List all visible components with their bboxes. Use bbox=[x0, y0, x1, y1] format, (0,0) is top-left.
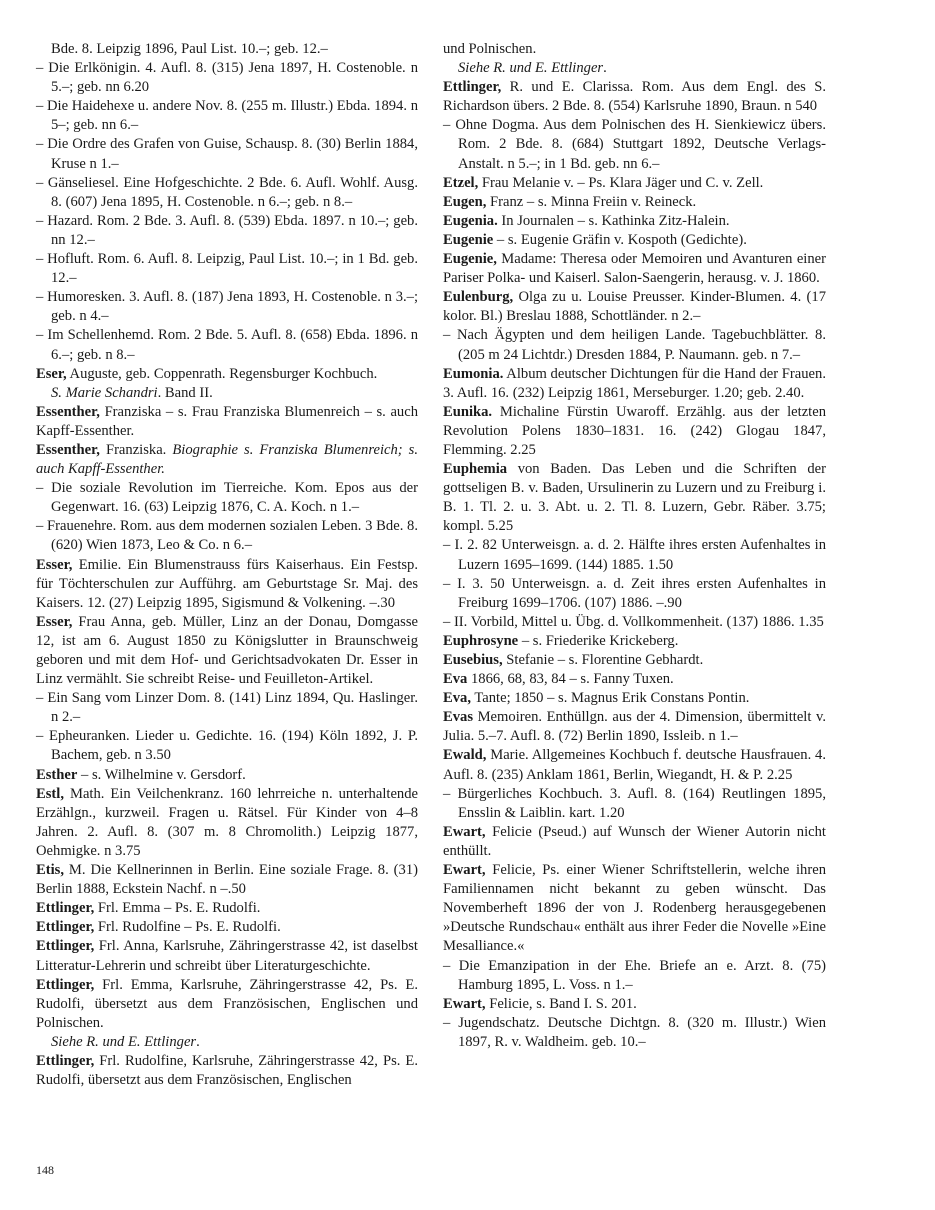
entry-text: – Frauenehre. Rom. aus dem modernen sozialen Leben. 3 Bde. 8. (620) Wien 1873, Leo & Co. n 6.– bbox=[36, 518, 418, 554]
entry-italic-text: Biographie s. Franziska Blumenreich; s. auch Kapff-Essenther. bbox=[36, 441, 418, 478]
entry-text: – Humoresken. 3. Aufl. 8. (187) Jena 1893, H. Costenoble. n 3.–; geb. n 4.– bbox=[36, 289, 418, 325]
entry-headword: Eugenie, bbox=[443, 251, 497, 268]
entry-headword: Eser, bbox=[36, 365, 67, 382]
entry-text: – Die Haidehexe u. andere Nov. 8. (255 m. Illustr.) Ebda. 1894. n 5–; geb. nn 6.– bbox=[36, 98, 418, 134]
entry-headword: Ettlinger, bbox=[36, 1052, 95, 1069]
entry-text: Frl. Rudolfine, Karlsruhe, Zähringerstrasse 42, Ps. E. Rudolfi, übersetzt aus dem Französischen, Englischen bbox=[36, 1052, 418, 1089]
continued-entry bbox=[36, 40, 418, 59]
sub-entry bbox=[443, 326, 826, 364]
entry-headword: Ewald, bbox=[443, 747, 487, 764]
entry-headword: Eusebius, bbox=[443, 652, 503, 668]
entry-headword: Eulenburg, bbox=[443, 289, 514, 306]
entry-text: Album deutscher Dichtungen für die Hand der Frauen. 3. Aufl. 16. (232) Leipzig 1861, Merseburger. 1.20; geb. 2.40. bbox=[443, 365, 826, 401]
entry-headword: Etis, bbox=[36, 862, 64, 879]
entry-text: – s. Friederike Krickeberg. bbox=[518, 632, 679, 649]
entry-text: – Jugendschatz. Deutsche Dichtgn. 8. (320 m. Illustr.) Wien 1897, R. v. Waldheim. geb. 10.– bbox=[443, 1014, 826, 1050]
sub-entry bbox=[443, 116, 826, 173]
lexicon-entry bbox=[36, 899, 418, 918]
sub-entry bbox=[443, 613, 826, 632]
lexicon-entry bbox=[36, 441, 418, 479]
lexicon-entry bbox=[443, 823, 826, 861]
lexicon-entry bbox=[36, 1052, 418, 1090]
sub-entry bbox=[36, 174, 418, 212]
entry-text: Franziska. bbox=[99, 441, 173, 458]
entry-headword: Ewart, bbox=[443, 823, 486, 840]
lexicon-entry bbox=[36, 766, 418, 785]
entry-headword: Ettlinger, bbox=[36, 919, 95, 936]
entry-headword: Euphemia bbox=[443, 461, 508, 478]
entry-text: Frau Melanie v. – Ps. Klara Jäger und C. v. Zell. bbox=[478, 174, 764, 191]
entry-headword: Esser, bbox=[36, 556, 73, 573]
lexicon-entry bbox=[443, 193, 826, 212]
entry-text: – Die Ordre des Grafen von Guise, Schausp. 8. (30) Berlin 1884, Kruse n 1.– bbox=[36, 136, 418, 172]
sub-entry bbox=[443, 536, 826, 574]
entry-headword: Ettlinger, bbox=[36, 938, 95, 955]
entry-text: Felicie, Ps. einer Wiener Schriftstellerin, welche ihren Familiennamen nicht bekannt zu geben wünscht. Das Novemberheft 1896 der von J. Rodenberg herausgegebenen »Deutsche Rundschau« enthält aus ihrer Feder die Novelle »Eine Mesalliance.« bbox=[443, 862, 826, 955]
entry-headword: Ettlinger, bbox=[36, 976, 95, 993]
entry-text: Frau Anna, geb. Müller, Linz an der Donau, Domgasse 12, ist am 6. August 1850 zu Königslutter in Braunschweig geboren und mit dem Hof- und Gerichtsadvokaten Dr. Esser in Linz vermählt. Sie schreibt Reise- und Feuilleton-Artikel. bbox=[36, 613, 418, 688]
entry-text: 1866, 68, 83, 84 – s. Fanny Tuxen. bbox=[467, 671, 674, 688]
sub-entry bbox=[36, 59, 418, 97]
continued-entry bbox=[443, 40, 826, 59]
lexicon-entry bbox=[443, 78, 826, 116]
entry-text: von Baden. Das Leben und die Schriften der gottseligen B. v. Baden, Ursulinerin zu Luzern und zu Freiburg i. B. 1. Tl. 2. u. 3. Abt. u. 2. Tl. 8. Luzern, Gebr. Räber. 3.75; kompl. 5.25 bbox=[443, 461, 826, 535]
entry-headword: Eugen, bbox=[443, 193, 487, 210]
entry-text: – Die soziale Revolution im Tierreiche. Kom. Epos aus der Gegenwart. 16. (63) Leipzig 1876, C. A. Koch. n 1.– bbox=[36, 480, 418, 516]
sub-entry bbox=[443, 575, 826, 613]
entry-text: Michaline Fürstin Uwaroff. Erzählg. aus der letzten Revolution Polens 1830–1831. 16. (242) Glogau 1847, Flemming. 2.25 bbox=[443, 403, 826, 458]
entry-text: Math. Ein Veilchenkranz. 160 lehrreiche n. unterhaltende Erzählgn., kurzweil. Fragen u. Rätsel. Für Kinder von 4–8 Jahren. 2. Aufl. 8. (307 m. 8 Chromolith.) Leipzig 1877, Oehmigke. n 3.75 bbox=[36, 785, 418, 859]
sub-entry bbox=[443, 1014, 826, 1052]
lexicon-entry bbox=[443, 995, 826, 1014]
lexicon-entry bbox=[443, 651, 826, 670]
cross-reference bbox=[36, 1033, 418, 1052]
entry-text: – I. 3. 50 Unterweisgn. a. d. Zeit ihres ersten Aufenhaltes in Freiburg 1699–1706. (107) 1886. –.90 bbox=[443, 575, 826, 611]
entry-text: Tante; 1850 – s. Magnus Erik Constans Pontin. bbox=[470, 690, 750, 707]
entry-text: Felicie, s. Band I. S. 201. bbox=[485, 995, 637, 1012]
entry-text: Frl. Emma – Ps. E. Rudolfi. bbox=[94, 900, 261, 917]
entry-text: Stefanie – s. Florentine Gebhardt. bbox=[502, 652, 704, 668]
entry-headword: Ewart, bbox=[443, 995, 486, 1012]
sub-entry bbox=[36, 326, 418, 364]
lexicon-entry bbox=[36, 613, 418, 689]
cross-reference-tail: . bbox=[196, 1033, 200, 1050]
entry-text: – s. Wilhelmine v. Gersdorf. bbox=[77, 766, 246, 783]
entry-text: – Im Schellenhemd. Rom. 2 Bde. 5. Aufl. 8. (658) Ebda. 1896. n 6.–; geb. n 8.– bbox=[36, 327, 418, 363]
entry-headword: Eugenie bbox=[443, 231, 494, 248]
cross-reference-text: S. Marie Schandri bbox=[51, 384, 158, 401]
entry-headword: Esther bbox=[36, 766, 78, 783]
sub-entry bbox=[36, 250, 418, 288]
entry-text: Auguste, geb. Coppenrath. Regensburger Kochbuch. bbox=[66, 365, 378, 382]
entry-headword: Eva, bbox=[443, 690, 471, 707]
cross-reference-tail: . bbox=[603, 60, 607, 77]
entry-text: Bde. 8. Leipzig 1896, Paul List. 10.–; geb. 12.– bbox=[51, 41, 328, 57]
entry-text: Felicie (Pseud.) auf Wunsch der Wiener Autorin nicht enthüllt. bbox=[443, 823, 826, 859]
entry-text: – Die Erlkönigin. 4. Aufl. 8. (315) Jena 1897, H. Costenoble. n 5.–; geb. nn 6.20 bbox=[36, 60, 418, 96]
sub-entry bbox=[36, 727, 418, 765]
entry-text: – Ein Sang vom Linzer Dom. 8. (141) Linz 1894, Qu. Haslinger. n 2.– bbox=[36, 690, 418, 726]
lexicon-entry bbox=[443, 288, 826, 326]
entry-text: und Polnischen. bbox=[443, 41, 537, 57]
entry-text: Memoiren. Enthüllgn. aus der 4. Dimension, übermittelt v. Julia. 5.–7. Aufl. 8. (72) Berlin 1890, Issleib. n 1.– bbox=[443, 709, 826, 745]
entry-text: Franziska – s. Frau Franziska Blumenreich – s. auch Kapff-Essenther. bbox=[36, 403, 418, 439]
lexicon-entry bbox=[443, 746, 826, 784]
lexicon-entry bbox=[36, 918, 418, 937]
entry-text: Frl. Emma, Karlsruhe, Zähringerstrasse 42, Ps. E. Rudolfi, übersetzt aus dem Französischen, Englischen und Polnischen. bbox=[36, 976, 418, 1031]
cross-reference-text: Siehe R. und E. Ettlinger bbox=[458, 60, 604, 77]
entry-text: – Die Emanzipation in der Ehe. Briefe an e. Arzt. 8. (75) Hamburg 1895, L. Voss. n 1.– bbox=[443, 957, 826, 993]
lexicon-entry bbox=[36, 937, 418, 975]
lexicon-entry bbox=[443, 403, 826, 460]
lexicon-entry bbox=[36, 861, 418, 899]
entry-text: Frl. Rudolfine – Ps. E. Rudolfi. bbox=[94, 919, 281, 936]
entry-text: Marie. Allgemeines Kochbuch f. deutsche Hausfrauen. 4. Aufl. 8. (235) Anklam 1861, Berlin, Wiegandt, H. & P. 2.25 bbox=[443, 747, 826, 783]
lexicon-entry bbox=[443, 250, 826, 288]
entry-headword: Esser, bbox=[36, 613, 73, 630]
entry-text: – Epheuranken. Lieder u. Gedichte. 16. (194) Köln 1892, J. P. Bachem, geb. n 3.50 bbox=[36, 728, 418, 764]
sub-entry bbox=[36, 288, 418, 326]
sub-entry bbox=[36, 689, 418, 727]
sub-entry bbox=[36, 212, 418, 250]
entry-text: Olga zu u. Louise Preusser. Kinder-Blumen. 4. (17 kolor. Bl.) Breslau 1888, Schottländer. n 2.– bbox=[443, 289, 826, 325]
entry-text: Emilie. Ein Blumenstrauss fürs Kaiserhaus. Ein Festsp. für Töchterschulen zur Aufführg. am Geburtstage Sr. Maj. des Kaisers. 12. (27) Leipzig 1895, Sigismund & Volkening. –.30 bbox=[36, 556, 418, 611]
right-column bbox=[443, 40, 826, 1052]
entry-headword: Essenther, bbox=[36, 403, 100, 420]
lexicon-entry bbox=[443, 365, 826, 403]
entry-text: – II. Vorbild, Mittel u. Übg. d. Vollkommenheit. (137) 1886. 1.35 bbox=[443, 613, 824, 630]
entry-text: In Journalen – s. Kathinka Zitz-Halein. bbox=[497, 212, 730, 229]
sub-entry bbox=[36, 97, 418, 135]
lexicon-entry bbox=[443, 460, 826, 536]
page-number: 148 bbox=[36, 1163, 54, 1177]
entry-text: – Bürgerliches Kochbuch. 3. Aufl. 8. (164) Reutlingen 1895, Ensslin & Laiblin. kart. 1.20 bbox=[443, 785, 826, 821]
entry-headword: Eugenia. bbox=[443, 212, 498, 229]
entry-text: R. und E. Clarissa. Rom. Aus dem Engl. des S. Richardson übers. 2 Bde. 8. (554) Karlsruhe 1890, Braun. n 540 bbox=[443, 79, 826, 115]
lexicon-entry bbox=[443, 708, 826, 746]
sub-entry bbox=[443, 785, 826, 823]
entry-headword: Ettlinger, bbox=[36, 900, 95, 917]
lexicon-entry bbox=[443, 212, 826, 231]
lexicon-entry bbox=[36, 785, 418, 861]
entry-text: – Gänseliesel. Eine Hofgeschichte. 2 Bde. 6. Aufl. Wohlf. Ausg. 8. (607) Jena 1895, H. Costenoble. n 6.–; geb. n 8.– bbox=[36, 174, 418, 210]
lexicon-entry bbox=[443, 231, 826, 250]
entry-text: M. Die Kellnerinnen in Berlin. Eine soziale Frage. 8. (31) Berlin 1888, Eckstein Nachf. n –.50 bbox=[36, 862, 418, 898]
cross-reference bbox=[36, 384, 418, 403]
cross-reference bbox=[443, 59, 826, 78]
entry-headword: Etzel, bbox=[443, 174, 479, 191]
entry-headword: Ewart, bbox=[443, 862, 486, 879]
entry-text: Franz – s. Minna Freiin v. Reineck. bbox=[486, 193, 697, 210]
entry-text: – I. 2. 82 Unterweisgn. a. d. 2. Hälfte ihres ersten Aufenhaltes in Luzern 1695–1699. (144) 1885. 1.50 bbox=[443, 537, 826, 573]
lexicon-entry bbox=[443, 174, 826, 193]
entry-headword: Ettlinger, bbox=[443, 79, 502, 96]
entry-headword: Euphrosyne bbox=[443, 632, 519, 649]
entry-headword: Eva bbox=[443, 671, 468, 688]
entry-headword: Eumonia. bbox=[443, 365, 504, 382]
cross-reference-tail: . Band II. bbox=[157, 384, 213, 401]
entry-text: – Ohne Dogma. Aus dem Polnischen des H. Sienkiewicz übers. Rom. 2 Bde. 8. (684) Stuttgart 1892, Deutsche Verlags-Anstalt. n 5.–; in 1 Bd. geb. nn 6.– bbox=[443, 117, 826, 172]
sub-entry bbox=[443, 957, 826, 995]
entry-text: Madame: Theresa oder Memoiren und Avanturen einer Pariser Polka- und Kaiserl. Salon-Saengerin, herausg. v. J. 1860. bbox=[443, 251, 826, 287]
cross-reference-text: Siehe R. und E. Ettlinger bbox=[51, 1033, 197, 1050]
sub-entry bbox=[36, 135, 418, 173]
lexicon-entry bbox=[36, 556, 418, 613]
lexicon-entry bbox=[443, 689, 826, 708]
entry-headword: Eunika. bbox=[443, 403, 493, 420]
entry-text: – Hofluft. Rom. 6. Aufl. 8. Leipzig, Paul List. 10.–; in 1 Bd. geb. 12.– bbox=[36, 251, 418, 287]
lexicon-entry bbox=[36, 403, 418, 441]
entry-text: – Hazard. Rom. 2 Bde. 3. Aufl. 8. (539) Ebda. 1897. n 10.–; geb. nn 12.– bbox=[36, 212, 418, 248]
lexicon-entry bbox=[36, 976, 418, 1033]
entry-headword: Estl, bbox=[36, 785, 64, 802]
left-column bbox=[36, 40, 418, 1090]
lexicon-entry bbox=[443, 632, 826, 651]
entry-text: Frl. Anna, Karlsruhe, Zähringerstrasse 42, ist daselbst Litteratur-Lehrerin und schreibt über Literaturgeschichte. bbox=[36, 938, 418, 974]
lexicon-entry bbox=[443, 861, 826, 956]
entry-text: – s. Eugenie Gräfin v. Kospoth (Gedichte). bbox=[493, 231, 747, 248]
lexicon-entry bbox=[36, 365, 418, 384]
entry-headword: Essenther, bbox=[36, 441, 100, 458]
sub-entry bbox=[36, 517, 418, 555]
entry-text: – Nach Ägypten und dem heiligen Lande. Tagebuchblätter. 8. (205 m 24 Lichtdr.) Dresden 1884, P. Naumann. geb. n 7.– bbox=[443, 327, 826, 363]
lexicon-entry bbox=[443, 670, 826, 689]
sub-entry bbox=[36, 479, 418, 517]
entry-headword: Evas bbox=[443, 709, 474, 726]
